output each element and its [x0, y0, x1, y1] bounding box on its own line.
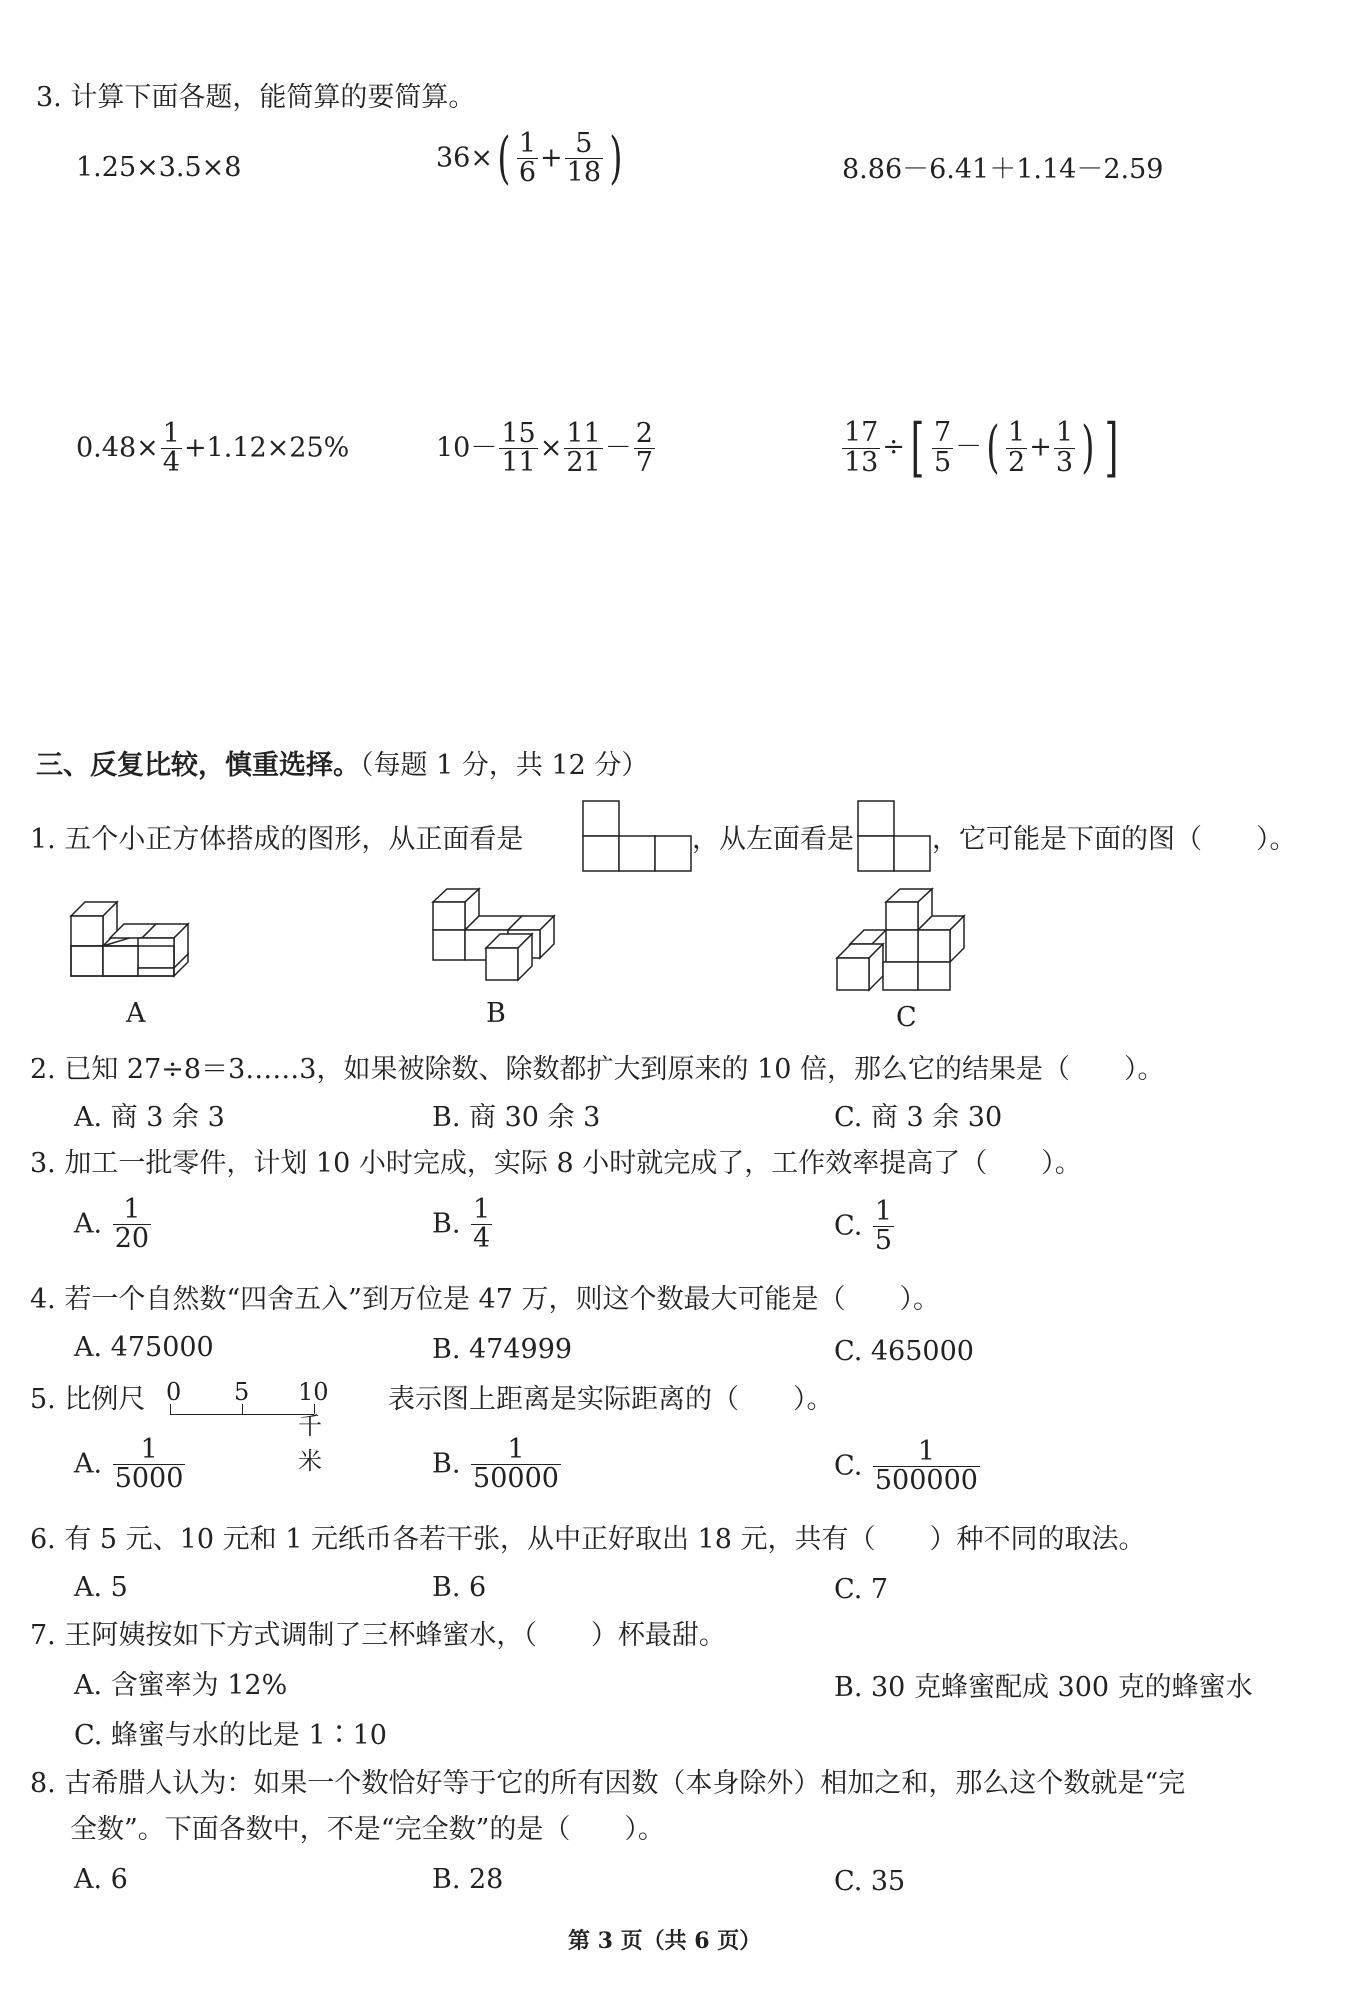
- times-sign: ×: [539, 432, 563, 464]
- scale-bar: [166, 1378, 329, 1475]
- fraction: $\frac{17}{13}$: [844, 417, 879, 478]
- q3-option-a: [74, 1196, 153, 1254]
- q6-text: 6. 有 5 元、10 元和 1 元纸币各若干张，从中正好取出 18 元，共有（ ）种不同的取法。: [30, 1524, 1146, 1555]
- q4-option-c: C. 465000: [834, 1336, 974, 1367]
- section-score: （每题 1 分，共 12 分）: [360, 750, 649, 781]
- calc-item-2: [436, 125, 627, 191]
- calc-question-title: 3. 计算下面各题，能简算的要简算。: [36, 82, 476, 113]
- fraction: $\frac{1}{500000}$: [874, 1436, 978, 1497]
- q4-option-a: A. 475000: [74, 1332, 214, 1363]
- option-label-b: B: [486, 998, 506, 1029]
- right-bracket: ]: [1104, 411, 1119, 485]
- q6-option-a: A. 5: [74, 1572, 128, 1603]
- q5-prefix: 5. 比例尺: [30, 1384, 146, 1415]
- fraction: $\frac{5}{18}$: [566, 128, 602, 189]
- fraction: $\frac{1}{6}$: [518, 128, 537, 189]
- q5-option-a: [74, 1436, 187, 1494]
- calc-item-2-prefix: 36×: [436, 142, 493, 174]
- calc-item-1: 1.25×3.5×8: [76, 152, 242, 183]
- option-letter: C.: [834, 1450, 863, 1482]
- scale-tick-mark-10: [314, 1404, 315, 1414]
- front-view-figure: [582, 800, 692, 872]
- q1-part1: 1. 五个小正方体搭成的图形，从正面看是: [30, 824, 524, 855]
- q8-line1: 8. 古希腊人认为：如果一个数恰好等于它的所有因数（本身除外）相加之和，那么这个数就是“完: [30, 1768, 1186, 1799]
- q7-option-b: B. 30 克蜂蜜配成 300 克的蜂蜜水: [834, 1672, 1253, 1703]
- q2-option-b: B. 商 30 余 3: [432, 1102, 601, 1133]
- q6-option-c: C. 7: [834, 1574, 889, 1605]
- q4-option-b: B. 474999: [432, 1334, 573, 1365]
- fraction: $\frac{1}{20}$: [114, 1194, 150, 1255]
- q3-text: 3. 加工一批零件，计划 10 小时完成，实际 8 小时就完成了，工作效率提高了（ ）。: [30, 1148, 1082, 1179]
- minus-sign: －: [604, 432, 632, 464]
- plus-sign: +: [540, 142, 563, 174]
- section-heading: [36, 752, 648, 779]
- fraction: $\frac{7}{5}$: [933, 417, 952, 478]
- scale-tick-mark-0: [170, 1404, 171, 1414]
- fraction: $\frac{2}{7}$: [635, 418, 653, 479]
- cube-figure-a: [70, 900, 200, 992]
- q2-option-a: A. 商 3 余 3: [74, 1102, 225, 1133]
- scale-line: [170, 1414, 314, 1415]
- fraction: $\frac{1}{3}$: [1055, 417, 1073, 478]
- option-label-c: C: [896, 1002, 917, 1033]
- fraction: $\frac{1}{5}$: [874, 1196, 893, 1257]
- q3-option-b: [432, 1196, 494, 1254]
- scale-tick-0: 0: [166, 1378, 182, 1406]
- q7-option-c: C. 蜂蜜与水的比是 1∶10: [74, 1720, 387, 1751]
- q2-option-c: C. 商 3 余 30: [834, 1102, 1003, 1133]
- fraction: $\frac{15}{11}$: [501, 418, 536, 479]
- fraction: $\frac{1}{5000}$: [114, 1434, 184, 1495]
- q8-option-b: B. 28: [432, 1864, 504, 1895]
- left-view-figure: [857, 800, 931, 872]
- scale-tick-mark-5: [242, 1404, 243, 1414]
- page-footer: 第 3 页（共 6 页）: [568, 1928, 762, 1954]
- option-letter: B.: [432, 1208, 461, 1240]
- option-letter: A.: [74, 1448, 103, 1480]
- calc-item-4-prefix: 0.48×: [76, 432, 159, 464]
- divide-sign: ÷: [882, 431, 905, 463]
- q4-text: 4. 若一个自然数“四舍五入”到万位是 47 万，则这个数最大可能是（ ）。: [30, 1284, 940, 1315]
- plus-sign: +: [1029, 431, 1052, 463]
- option-label-a: A: [126, 998, 146, 1029]
- q8-option-a: A. 6: [74, 1864, 128, 1895]
- q7-text: 7. 王阿姨按如下方式调制了三杯蜂蜜水，（ ）杯最甜。: [30, 1620, 726, 1651]
- option-letter: B.: [432, 1448, 461, 1480]
- q5-option-c: [834, 1438, 982, 1496]
- cube-figure-c: [836, 888, 976, 994]
- q6-option-b: B. 6: [432, 1572, 487, 1603]
- q1-part2: ，从左面看是: [692, 824, 854, 855]
- left-paren: (: [497, 125, 511, 191]
- q2-text: 2. 已知 27÷8＝3……3，如果被除数、除数都扩大到原来的 10 倍，那么它的结果是（ ）。: [30, 1054, 1165, 1085]
- option-letter: A.: [74, 1208, 103, 1240]
- q8-option-c: C. 35: [834, 1866, 906, 1897]
- q5-option-b: [432, 1436, 563, 1494]
- fraction: $\frac{1}{4}$: [473, 1194, 491, 1255]
- scale-tick-5: 5: [234, 1378, 250, 1406]
- left-paren: (: [986, 415, 1000, 480]
- fraction: $\frac{1}{4}$: [162, 418, 180, 479]
- fraction: $\frac{11}{21}$: [566, 418, 601, 479]
- fraction: $\frac{1}{2}$: [1008, 417, 1026, 478]
- minus-sign: －: [955, 431, 983, 463]
- option-letter: C.: [834, 1210, 863, 1242]
- calc-item-6: [840, 411, 1124, 485]
- right-paren: ): [1081, 415, 1095, 480]
- section-title: 三、反复比较，慎重选择。: [36, 750, 360, 781]
- right-paren: ): [609, 125, 623, 191]
- calc-item-5: [436, 420, 657, 478]
- calc-item-5-prefix: 10－: [436, 432, 498, 464]
- scale-tick-10: 10千米: [298, 1378, 329, 1475]
- cube-figure-b: [432, 888, 562, 988]
- q1-part3: ，它可能是下面的图（ ）。: [932, 824, 1297, 855]
- calc-item-4-suffix: +1.12×25%: [183, 432, 350, 464]
- q7-option-a: A. 含蜜率为 12%: [74, 1670, 288, 1701]
- q5-suffix: 表示图上距离是实际距离的（ ）。: [388, 1384, 834, 1415]
- fraction: $\frac{1}{50000}$: [473, 1434, 559, 1495]
- left-bracket: [: [910, 411, 925, 485]
- calc-item-4: [76, 420, 349, 478]
- q8-line2: 全数”。下面各数中，不是“完全数”的是（ ）。: [70, 1814, 665, 1845]
- q3-option-c: [834, 1198, 896, 1256]
- calc-item-3: 8.86－6.41＋1.14－2.59: [842, 154, 1164, 185]
